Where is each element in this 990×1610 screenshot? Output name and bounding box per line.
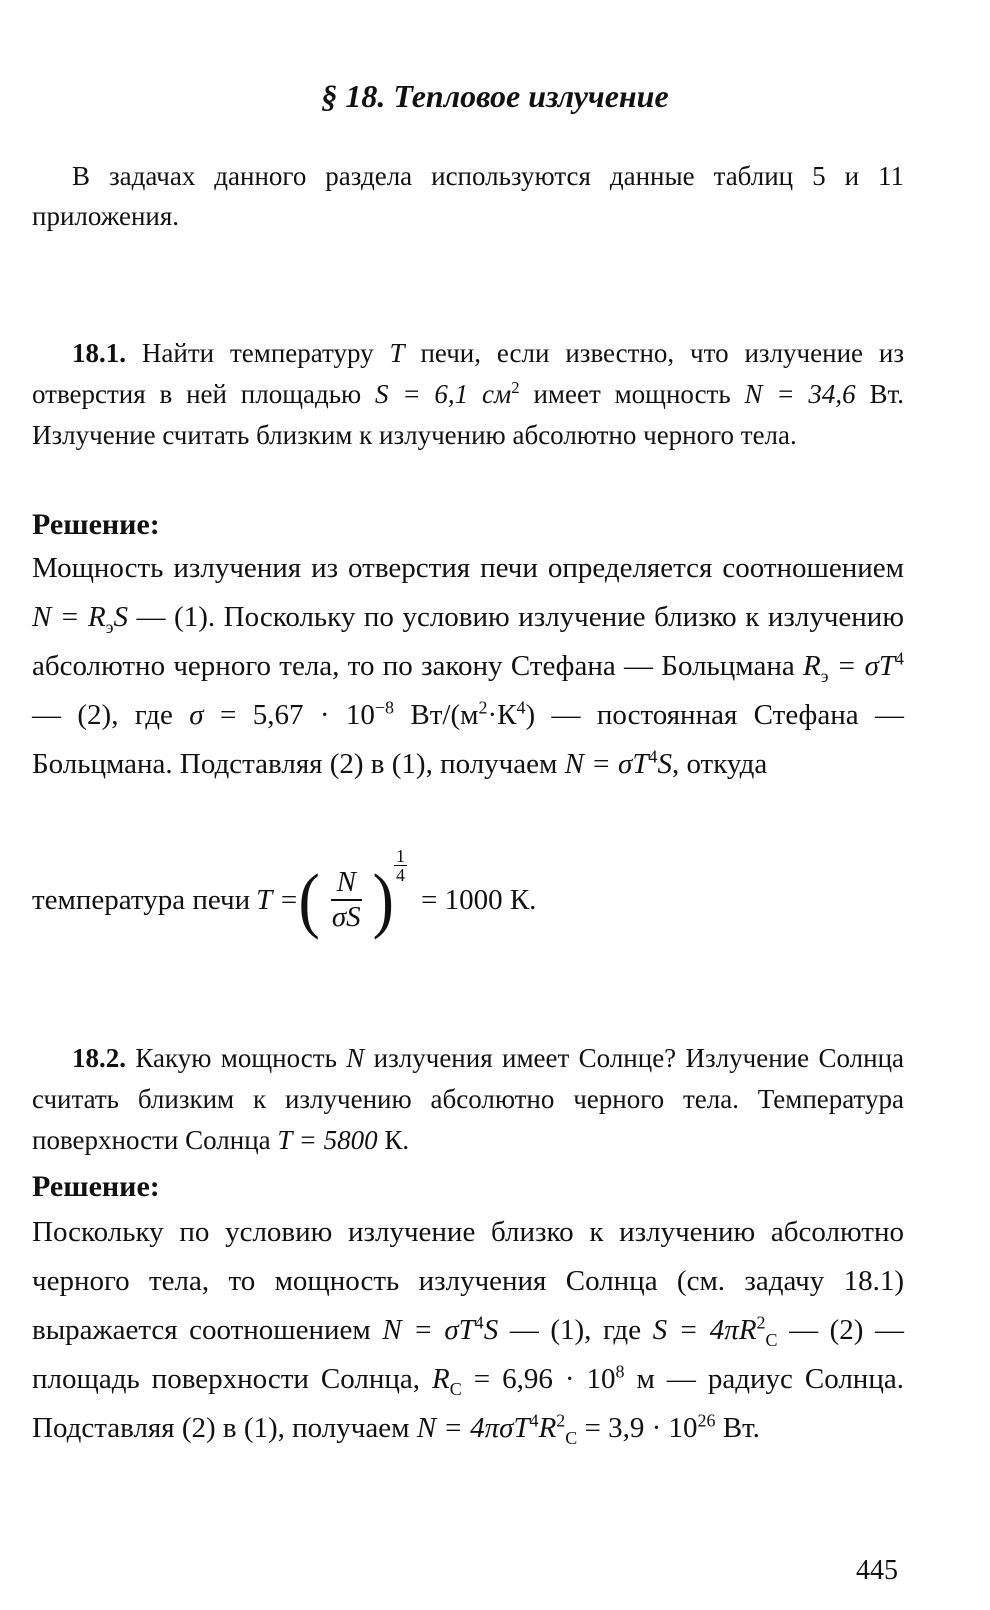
variable-N: N: [346, 1043, 365, 1073]
fraction: [326, 866, 367, 934]
formula-2: S = 4πR: [652, 1314, 757, 1346]
formula-3-end: S: [657, 748, 672, 780]
formula-1-end: S: [483, 1314, 499, 1346]
sigma-unit: ·К: [487, 699, 517, 731]
formula-exponent: 8: [615, 1361, 625, 1382]
solution-18-1-body: [32, 544, 904, 789]
statement-text: Какую мощность: [126, 1043, 347, 1073]
formula-4: N = 4πσT: [416, 1412, 530, 1444]
unit-exponent: 2: [478, 697, 488, 718]
solution-text: Мощность излучения из отверстия печи определяется соотношением: [32, 552, 904, 584]
result-exponent: 26: [697, 1410, 716, 1431]
formula-subscript: э: [820, 665, 829, 686]
formula-subscript: C: [765, 1329, 778, 1350]
area-exponent: 2: [511, 378, 520, 397]
problem-18-1-statement: [32, 333, 904, 456]
statement-text: печи, если известно, что излучение из отверстия в ней площадью: [32, 338, 905, 409]
formula-1: N = σT: [382, 1314, 475, 1346]
problem-number: 18.2.: [72, 1043, 126, 1073]
formula-exponent: 4: [648, 746, 658, 767]
section-title: § 18. Тепловое излучение: [321, 78, 669, 114]
fraction-denominator: σS: [331, 901, 361, 933]
sigma-unit: Вт/(м: [394, 699, 479, 731]
statement-text: Вт. Излучение считать близким к излучению абсолютно черного тела.: [32, 379, 904, 450]
solution-text: Поскольку по условию излучение близко к излучению абсолютно черного тела, то мощность излучения Солнца (см. задачу 18.1) выражается соотношением: [32, 1216, 904, 1346]
formula-subscript: э: [105, 616, 114, 637]
power-value: N = 34,6: [744, 379, 856, 409]
section-intro: В задачах данного раздела используются данные таблиц 5 и 11 приложения.: [32, 161, 904, 231]
formula-exponent: 4: [895, 648, 904, 669]
formula-subscript: C: [449, 1378, 462, 1399]
left-paren: (: [298, 858, 320, 941]
fraction-exponent: [394, 847, 407, 884]
radius-unit: м: [624, 1363, 655, 1395]
solution-text: , откуда: [671, 748, 768, 780]
statement-text: имеет мощность: [519, 379, 745, 409]
result-unit: Вт.: [715, 1412, 760, 1444]
solution-text: — радиус Солнца. Подставляя (2) в (1), получаем: [32, 1363, 904, 1444]
formula-2-rhs: = σT: [828, 650, 896, 682]
formula-3: R: [432, 1363, 450, 1395]
solution-18-2-body: [32, 1208, 904, 1453]
temperature-value: T = 5800: [277, 1125, 378, 1155]
result-prefix: температура печи: [32, 883, 251, 916]
variable-T: T: [389, 338, 405, 368]
right-paren: ): [372, 858, 394, 941]
statement-text: Найти температуру: [126, 338, 390, 368]
solution-text: — постоянная Стефана — Больцмана. Подставляя (2) в (1), получаем: [32, 699, 904, 780]
sigma-unit: ): [525, 699, 536, 731]
solution-text: — (2) — площадь поверхности Солнца,: [32, 1314, 905, 1395]
problem-18-2-statement: [32, 1038, 904, 1161]
result-variable: T =: [256, 883, 299, 916]
unit-exponent: 4: [516, 697, 526, 718]
sigma-exponent: −8: [374, 697, 394, 718]
solution-heading-18-2: Решение:: [32, 1170, 160, 1203]
formula-1: N = R: [32, 601, 106, 633]
sigma-value: = 5,67 · 10: [203, 699, 375, 731]
formula-subscript: C: [565, 1427, 578, 1448]
formula-exponent: 4: [529, 1410, 539, 1431]
formula-exponent: 2: [556, 1410, 566, 1431]
exponent-denominator: 4: [395, 864, 405, 885]
formula-3: N = σT: [564, 748, 649, 780]
area-value: S = 6,1 см: [375, 379, 512, 409]
formula-2: R: [803, 650, 821, 682]
formula-1-end: S: [113, 601, 128, 633]
radius-value: = 6,96 · 10: [461, 1363, 616, 1395]
page-number: 445: [856, 1555, 898, 1586]
formula-4-mid: R: [538, 1412, 557, 1444]
solution-text: — (1). Поскольку по условию излучение близко к излучению абсолютно черного тела, то по закону Стефана — Больцмана: [32, 601, 904, 682]
formula-exponent: 4: [474, 1312, 484, 1333]
statement-text: К.: [377, 1125, 410, 1155]
fraction-numerator: N: [331, 866, 362, 901]
solution-heading-18-1: Решение:: [32, 508, 160, 541]
solution-text: — (2), где: [32, 699, 190, 731]
solution-text: — (1), где: [498, 1314, 653, 1346]
result-value: = 1000 К.: [420, 883, 537, 916]
exponent-numerator: 1: [395, 845, 405, 866]
formula-exponent: 2: [756, 1312, 766, 1333]
result-formula-18-1: [32, 840, 904, 960]
problem-number: 18.1.: [72, 338, 126, 368]
statement-text: излучения имеет Солнце? Излучение Солнца считать близким к излучению абсолютно черного тела. Температура поверхности Солнца: [32, 1043, 905, 1155]
sigma-symbol: σ: [189, 699, 204, 731]
result-value: = 3,9 · 10: [577, 1412, 698, 1444]
